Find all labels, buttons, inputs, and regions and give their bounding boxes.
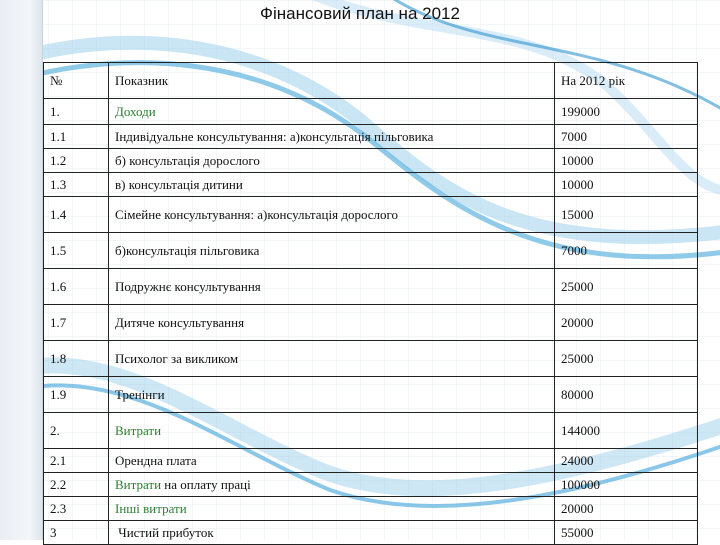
- table-row: [44, 341, 698, 377]
- row-value: 55000: [555, 521, 698, 545]
- row-value: 80000: [555, 377, 698, 413]
- row-num: 2.3: [44, 497, 109, 521]
- row-indicator: Індивідуальне консультування: а)консультація пільговика: [109, 125, 555, 149]
- row-value: 10000: [555, 149, 698, 173]
- row-num: 2.2: [44, 473, 109, 497]
- table-row: [44, 149, 698, 173]
- left-sidebar-strip: [0, 0, 43, 540]
- row-indicator: [109, 473, 555, 497]
- row-indicator: Тренінги: [109, 377, 555, 413]
- row-value: 10000: [555, 173, 698, 197]
- page-title: Фінансовий план на 2012: [260, 4, 460, 23]
- row-value: 20000: [555, 305, 698, 341]
- row-indicator: Інші витрати: [109, 497, 555, 521]
- row-value: 24000: [555, 449, 698, 473]
- row-indicator: Сімейне консультування: а)консультація дорослого: [109, 197, 555, 233]
- table-row: [44, 125, 698, 149]
- header-value: На 2012 рік: [555, 63, 698, 99]
- row-value: 25000: [555, 269, 698, 305]
- row-num: 2.: [44, 413, 109, 449]
- row-num: 1.9: [44, 377, 109, 413]
- row-num: 1.1: [44, 125, 109, 149]
- row-value: 100000: [555, 473, 698, 497]
- table-row: [44, 413, 698, 449]
- row-indicator: Витрати: [109, 413, 555, 449]
- table-row: [44, 305, 698, 341]
- header-indicator: Показник: [109, 63, 555, 99]
- row-value: 199000: [555, 99, 698, 125]
- row-num: 1.2: [44, 149, 109, 173]
- row-indicator: Психолог за викликом: [109, 341, 555, 377]
- row-value: 144000: [555, 413, 698, 449]
- table-row: [44, 173, 698, 197]
- table-row: [44, 497, 698, 521]
- table-row: [44, 269, 698, 305]
- row-value: 7000: [555, 125, 698, 149]
- table-row: [44, 377, 698, 413]
- table-header-row: [44, 63, 698, 99]
- row-indicator: в) консультація дитини: [109, 173, 555, 197]
- row-num: 1.7: [44, 305, 109, 341]
- row-indicator: б)консультація пільговика: [109, 233, 555, 269]
- row-num: 1.6: [44, 269, 109, 305]
- table-row: [44, 197, 698, 233]
- table-row: [44, 521, 698, 545]
- table-row: [44, 233, 698, 269]
- row-num: 2.1: [44, 449, 109, 473]
- row-num: 1.3: [44, 173, 109, 197]
- table-row: [44, 449, 698, 473]
- row-indicator: б) консультація дорослого: [109, 149, 555, 173]
- row-indicator: Доходи: [109, 99, 555, 125]
- row-value: 25000: [555, 341, 698, 377]
- row-indicator: Подружнє консультування: [109, 269, 555, 305]
- row-num: 3: [44, 521, 109, 545]
- row-num: 1.5: [44, 233, 109, 269]
- row-value: 15000: [555, 197, 698, 233]
- row-indicator: Чистий прибуток: [109, 521, 555, 545]
- financial-plan-table: [43, 62, 698, 545]
- row-num: 1.4: [44, 197, 109, 233]
- row-indicator-green-part: Витрати: [115, 476, 162, 492]
- row-indicator: Дитяче консультування: [109, 305, 555, 341]
- row-num: 1.: [44, 99, 109, 125]
- header-num: №: [44, 63, 109, 99]
- table-row: [44, 99, 698, 125]
- row-num: 1.8: [44, 341, 109, 377]
- row-indicator: Орендна плата: [109, 449, 555, 473]
- row-value: 20000: [555, 497, 698, 521]
- row-value: 7000: [555, 233, 698, 269]
- row-indicator-rest: на оплату праці: [161, 476, 251, 492]
- table-row: [44, 473, 698, 497]
